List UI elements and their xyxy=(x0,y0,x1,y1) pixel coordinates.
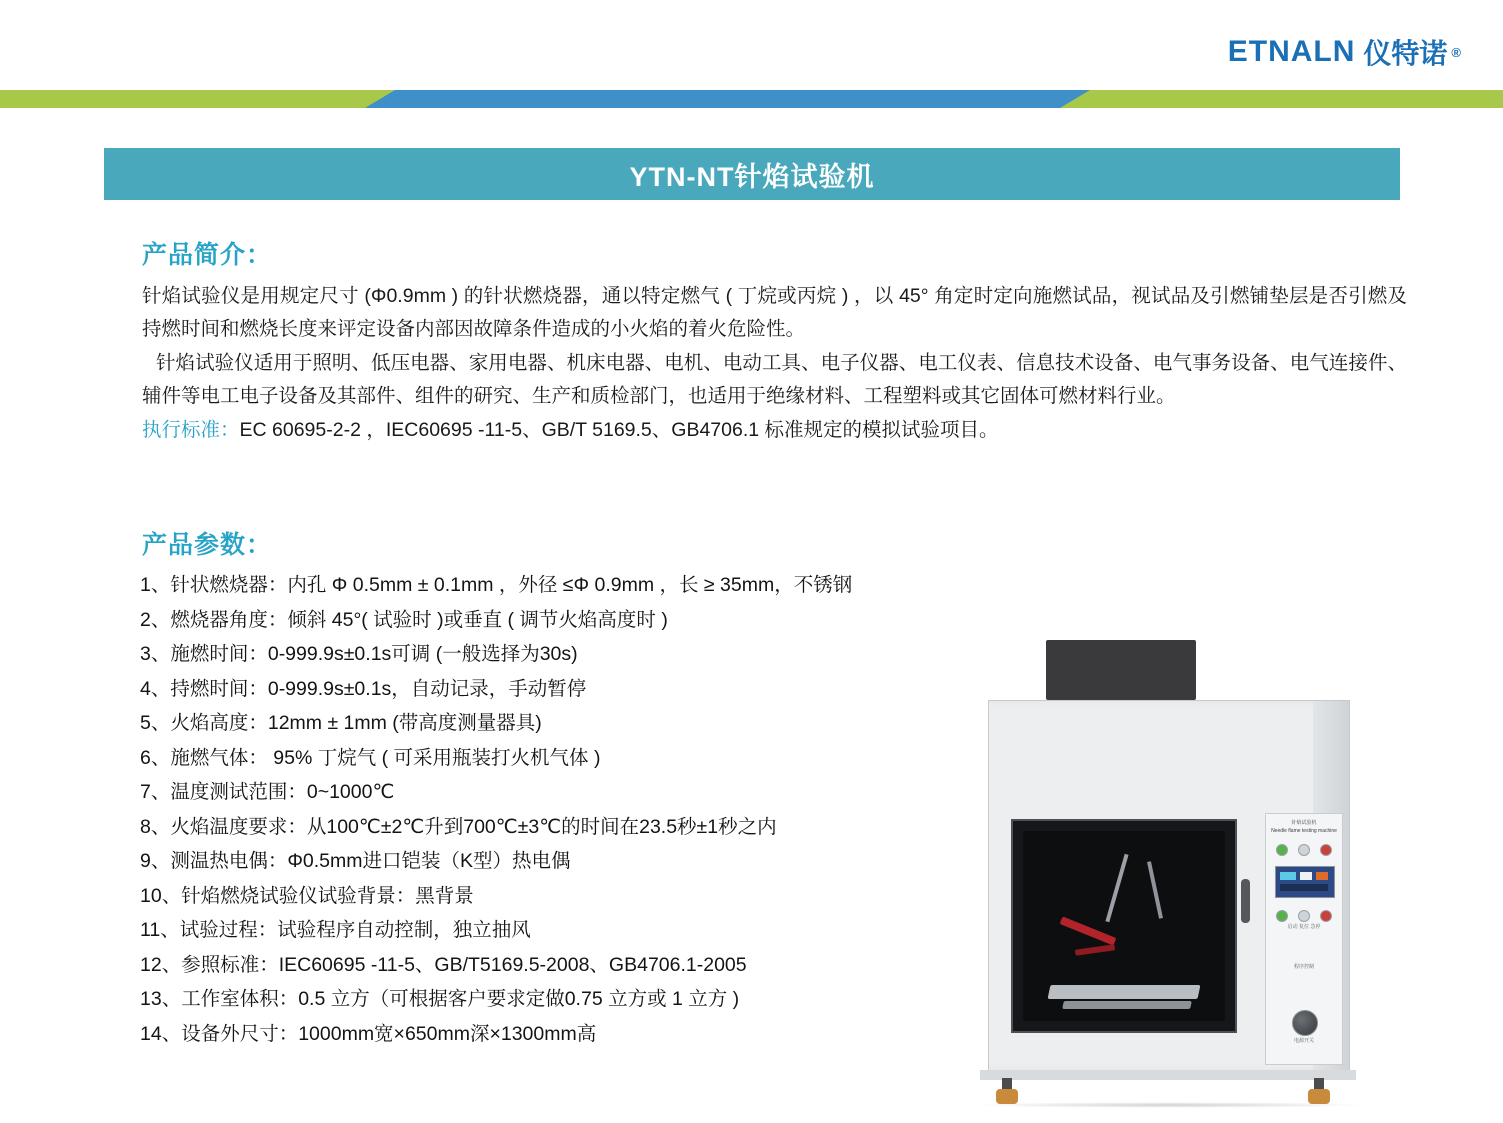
param-item: 3、施燃时间：0-999.9s±0.1s可调 (一般选择为30s) xyxy=(140,643,578,665)
burner-rod-icon xyxy=(1105,854,1128,922)
standard-value: EC 60695-2-2 ，IEC60695 -11-5、GB/T 5169.5、GB4706.1 标准规定的模拟试验项目。 xyxy=(239,419,999,441)
emergency-stop-button[interactable] xyxy=(1320,910,1332,922)
param-item: 7、温度测试范围：0~1000℃ xyxy=(140,781,395,803)
machine-test-chamber xyxy=(1023,831,1225,1021)
power-switch-label: 电源开关 xyxy=(1293,1038,1314,1044)
product-photo xyxy=(960,640,1380,1100)
param-item: 8、火焰温度要求：从100℃±2℃升到700℃±3℃的时间在23.5秒±1秒之内 xyxy=(140,815,777,838)
indicator-lamp-green xyxy=(1276,844,1288,856)
machine-caster-right xyxy=(1308,1078,1330,1104)
standard-line xyxy=(142,414,1407,447)
burner-rod-secondary-icon xyxy=(1147,861,1163,919)
chamber-base-plate-lower xyxy=(1062,1001,1192,1009)
page-title: YTN-NT针焰试验机 xyxy=(629,161,875,192)
param-item: 9、测温热电偶：Φ0.5mm进口铠装（K型）热电偶 xyxy=(140,850,571,872)
param-item: 5、火焰高度：12mm ± 1mm (带高度测量器具) xyxy=(140,712,542,734)
panel-display-screen xyxy=(1275,866,1335,898)
decorative-ribbon xyxy=(0,86,1503,112)
standard-label: 执行标准： xyxy=(142,419,240,441)
indicator-lamp-red xyxy=(1320,844,1332,856)
start-button[interactable] xyxy=(1276,910,1288,922)
intro-section-heading: 产品简介： xyxy=(142,241,273,269)
display-region-d xyxy=(1280,884,1328,891)
machine-cabinet xyxy=(988,700,1350,1072)
intro-paragraph-2: 针焰试验仪适用于照明、低压电器、家用电器、机床电器、电机、电动工具、电子仪器、电工仪表、信息技术设备、电气事务设备、电气连接件、辅件等电工电子设备及其部件、组件的研究、生产和质检部门，也适用于绝缘材料、工程塑料或其它固体可燃材料行业。 xyxy=(142,352,1407,407)
specimen-clamp-icon xyxy=(1075,944,1115,956)
intro-paragraph-1: 针焰试验仪是用规定尺寸 (Φ0.9mm ) 的针状燃烧器，通以特定燃气 ( 丁烷或丙烷 ) ，以 45° 角定时定向施燃试品，视试品及引燃铺垫层是否引燃及持燃时间和燃烧长度来评定设备内部因故障条件造成的小火焰的着火危险性。 xyxy=(142,285,1407,340)
param-item: 10、针焰燃烧试验仪试验背景：黑背景 xyxy=(140,884,474,907)
params-list xyxy=(140,568,940,1051)
display-region-b xyxy=(1300,872,1312,880)
panel-indicator-row xyxy=(1276,844,1332,856)
param-item: 4、持燃时间：0-999.9s±0.1s，自动记录，手动暂停 xyxy=(140,677,587,700)
machine-top-vent xyxy=(1046,640,1196,700)
power-switch-knob[interactable] xyxy=(1292,1010,1318,1036)
param-item: 6、施燃气体： 95% 丁烷气 ( 可采用瓶装打火机气体 ) xyxy=(140,746,601,769)
param-item: 2、燃烧器角度：倾斜 45°( 试验时 )或垂直 ( 调节火焰高度时 ) xyxy=(140,608,668,631)
param-item: 11、试验过程：试验程序自动控制，独立抽风 xyxy=(140,919,531,941)
indicator-lamp-white xyxy=(1298,844,1310,856)
panel-title-cn: 针焰试验机 xyxy=(1291,820,1317,826)
param-item: 14、设备外尺寸：1000mm宽×650mm深×1300mm高 xyxy=(140,1022,597,1045)
registered-trademark-icon: ® xyxy=(1451,44,1461,60)
machine-door-handle xyxy=(1241,879,1250,923)
intro-section-body xyxy=(142,280,1407,448)
page-title-bar xyxy=(104,148,1400,200)
panel-title-en: Needle flame testing machine xyxy=(1271,828,1337,834)
machine-control-panel xyxy=(1265,813,1343,1065)
panel-program-label: 程序控制 xyxy=(1293,964,1314,970)
machine-viewing-window xyxy=(1011,819,1237,1033)
panel-button-row-label: 启动 复位 急停 xyxy=(1287,924,1321,930)
machine-base-rail xyxy=(980,1070,1356,1080)
machine-shadow xyxy=(970,1102,1370,1108)
params-section-heading: 产品参数： xyxy=(142,531,273,559)
param-item: 12、参照标准：IEC60695 -11-5、GB/T5169.5-2008、GB4706.1-2005 xyxy=(140,953,747,976)
param-item: 1、针状燃烧器：内孔 Φ 0.5mm ± 0.1mm ，外径 ≤Φ 0.9mm ，长 ≥ 35mm，不锈钢 xyxy=(140,574,853,596)
brand-latin-text: ETNALN xyxy=(1227,35,1356,68)
chamber-base-plate xyxy=(1048,985,1201,999)
display-region-a xyxy=(1280,872,1296,880)
display-region-c xyxy=(1316,872,1328,880)
machine-caster-left xyxy=(996,1078,1018,1104)
brand-chinese-text: 仪特诺 xyxy=(1363,38,1448,69)
reset-button[interactable] xyxy=(1298,910,1310,922)
brand-logo xyxy=(1228,32,1461,72)
panel-button-row[interactable] xyxy=(1276,910,1332,922)
param-item: 13、工作室体积：0.5 立方（可根据客户要求定做0.75 立方或 1 立方 ) xyxy=(140,988,740,1010)
